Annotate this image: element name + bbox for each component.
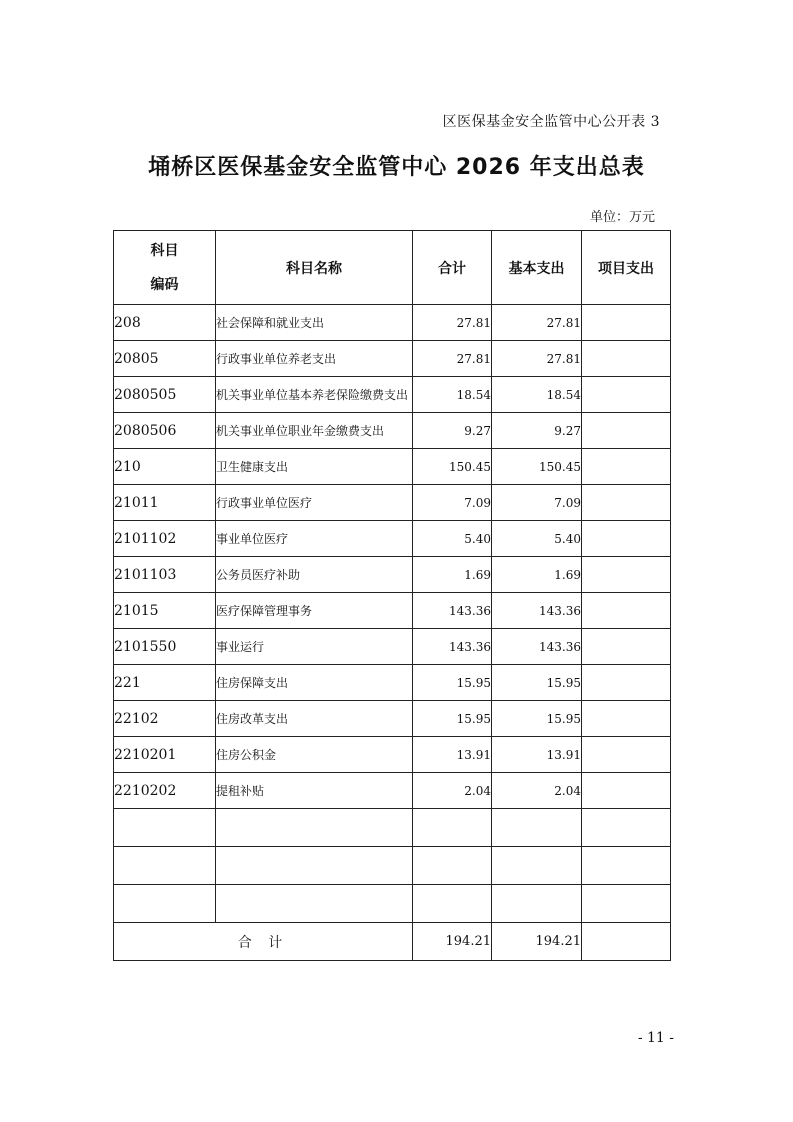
code-cell: 2080506 — [114, 413, 216, 449]
table-row — [114, 557, 671, 593]
code-cell: 2101550 — [114, 629, 216, 665]
page-title: 埇桥区医保基金安全监管中心 2026 年支出总表 — [148, 155, 645, 180]
code-cell: 210 — [114, 449, 216, 485]
column-header-project: 项目支出 — [582, 231, 671, 305]
table-row — [114, 629, 671, 665]
code-cell: 2101102 — [114, 521, 216, 557]
table-row — [114, 449, 671, 485]
total-cell: 2.04 — [413, 773, 492, 809]
project-cell — [582, 449, 671, 485]
code-cell: 21011 — [114, 485, 216, 521]
project-cell — [582, 557, 671, 593]
unit-label: 单位：万元 — [589, 210, 655, 225]
name-cell: 机关事业单位职业年金缴费支出 — [216, 413, 413, 449]
table-row — [114, 593, 671, 629]
column-header-code-line1: 科目 — [150, 242, 179, 259]
column-header-name: 科目名称 — [216, 231, 413, 305]
table-row — [114, 737, 671, 773]
table-row — [114, 485, 671, 521]
column-header-basic: 基本支出 — [492, 231, 582, 305]
basic-cell: 27.81 — [492, 341, 582, 377]
empty-cell — [413, 809, 492, 847]
code-cell: 221 — [114, 665, 216, 701]
page-number: - 11 - — [637, 1030, 674, 1046]
total-cell: 27.81 — [413, 305, 492, 341]
basic-cell: 143.36 — [492, 593, 582, 629]
column-header-total: 合计 — [413, 231, 492, 305]
total-cell: 7.09 — [413, 485, 492, 521]
empty-cell — [216, 809, 413, 847]
empty-cell — [492, 847, 582, 885]
name-cell: 住房保障支出 — [216, 665, 413, 701]
total-cell: 143.36 — [413, 629, 492, 665]
table-row — [114, 521, 671, 557]
total-cell: 15.95 — [413, 665, 492, 701]
name-cell: 住房公积金 — [216, 737, 413, 773]
expenditure-table — [113, 230, 671, 961]
name-cell: 行政事业单位养老支出 — [216, 341, 413, 377]
name-cell: 社会保障和就业支出 — [216, 305, 413, 341]
empty-cell — [492, 885, 582, 923]
basic-cell: 2.04 — [492, 773, 582, 809]
total-cell: 143.36 — [413, 593, 492, 629]
total-cell: 9.27 — [413, 413, 492, 449]
empty-row — [114, 847, 671, 885]
empty-cell — [114, 847, 216, 885]
empty-cell — [413, 847, 492, 885]
project-cell — [582, 521, 671, 557]
code-cell: 2210201 — [114, 737, 216, 773]
table-row — [114, 701, 671, 737]
basic-cell: 18.54 — [492, 377, 582, 413]
code-cell: 2080505 — [114, 377, 216, 413]
project-cell — [582, 701, 671, 737]
basic-cell: 27.81 — [492, 305, 582, 341]
table-row — [114, 413, 671, 449]
total-cell: 15.95 — [413, 701, 492, 737]
table-header-row — [114, 231, 671, 305]
name-cell: 行政事业单位医疗 — [216, 485, 413, 521]
total-cell: 18.54 — [413, 377, 492, 413]
total-cell: 150.45 — [413, 449, 492, 485]
code-cell: 21015 — [114, 593, 216, 629]
basic-cell: 13.91 — [492, 737, 582, 773]
table-row — [114, 341, 671, 377]
basic-cell: 143.36 — [492, 629, 582, 665]
name-cell: 卫生健康支出 — [216, 449, 413, 485]
basic-cell: 150.45 — [492, 449, 582, 485]
name-cell: 住房改革支出 — [216, 701, 413, 737]
project-cell — [582, 593, 671, 629]
empty-cell — [492, 809, 582, 847]
empty-cell — [582, 885, 671, 923]
basic-cell: 9.27 — [492, 413, 582, 449]
total-cell: 5.40 — [413, 521, 492, 557]
basic-cell: 5.40 — [492, 521, 582, 557]
empty-cell — [582, 847, 671, 885]
empty-cell — [216, 885, 413, 923]
name-cell: 事业运行 — [216, 629, 413, 665]
empty-cell — [413, 885, 492, 923]
total-cell: 13.91 — [413, 737, 492, 773]
code-cell: 2101103 — [114, 557, 216, 593]
column-header-code-line2: 编码 — [150, 276, 179, 293]
table-tag: 区医保基金安全监管中心公开表 3 — [442, 114, 660, 130]
empty-cell — [582, 809, 671, 847]
table-row — [114, 665, 671, 701]
code-cell: 208 — [114, 305, 216, 341]
basic-cell: 15.95 — [492, 665, 582, 701]
name-cell: 事业单位医疗 — [216, 521, 413, 557]
empty-row — [114, 809, 671, 847]
code-cell: 2210202 — [114, 773, 216, 809]
name-cell: 提租补贴 — [216, 773, 413, 809]
basic-cell: 7.09 — [492, 485, 582, 521]
code-cell: 22102 — [114, 701, 216, 737]
project-cell — [582, 737, 671, 773]
project-cell — [582, 485, 671, 521]
project-cell — [582, 413, 671, 449]
name-cell: 机关事业单位基本养老保险缴费支出 — [216, 377, 413, 413]
project-cell — [582, 773, 671, 809]
empty-cell — [114, 885, 216, 923]
project-cell — [582, 629, 671, 665]
totals-label: 合 计 — [114, 923, 413, 961]
project-cell — [582, 665, 671, 701]
basic-cell: 1.69 — [492, 557, 582, 593]
totals-basic-cell: 194.21 — [492, 923, 582, 961]
name-cell: 医疗保障管理事务 — [216, 593, 413, 629]
empty-cell — [216, 847, 413, 885]
code-cell: 20805 — [114, 341, 216, 377]
column-header-code — [114, 231, 216, 305]
name-cell: 公务员医疗补助 — [216, 557, 413, 593]
table-row — [114, 377, 671, 413]
total-cell: 1.69 — [413, 557, 492, 593]
totals-row — [114, 923, 671, 961]
total-cell: 27.81 — [413, 341, 492, 377]
project-cell — [582, 377, 671, 413]
empty-row — [114, 885, 671, 923]
totals-total-cell: 194.21 — [413, 923, 492, 961]
empty-cell — [114, 809, 216, 847]
project-cell — [582, 341, 671, 377]
table-row — [114, 773, 671, 809]
totals-project-cell — [582, 923, 671, 961]
project-cell — [582, 305, 671, 341]
basic-cell: 15.95 — [492, 701, 582, 737]
table-row — [114, 305, 671, 341]
